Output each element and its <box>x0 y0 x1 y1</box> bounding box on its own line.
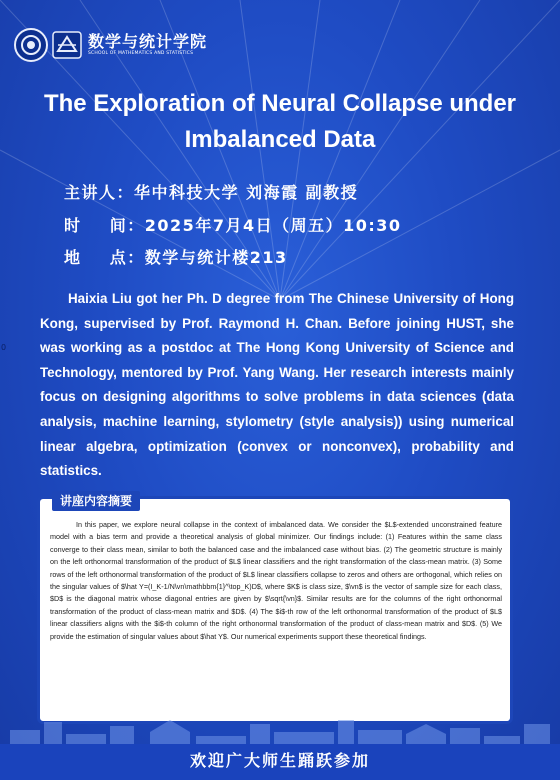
school-emblem-icon <box>52 31 82 59</box>
title-line-1: The Exploration of Neural Collapse under <box>43 90 517 117</box>
abstract-box <box>37 496 513 724</box>
time-info: 时 间：2025年7月4日（周五）10:30 <box>64 216 402 235</box>
speaker-info: 主讲人：华中科技大学 刘海霞 副教授 <box>64 183 359 202</box>
speaker-bio: Haixia Liu got her Ph. D degree from The Chinese University of Hong Kong, supervised by Prof. Raymond H. Chan. Before joining HUST, she was working as a postdoc at The Hong Kong University of Science and Technology, mentored by Prof. Yang Wang. Her research interests mainly focus on designing algorithms to solve problems in data sciences (data analysis, machine learning, stylometry (style analysis)) using numerical linear algebra, optimization (convex or nonconvex), probability and statistics. <box>40 291 514 479</box>
university-emblem-icon <box>14 28 48 62</box>
abstract-text: In this paper, we explore neural collapse in the context of imbalanced data. We consider the $L$-extended unconstrained feature model with a bias term and provide a theoretical analysis of global minimizer. Our findings include: (1) Features within the same class converge to their class mean, similar to both the balanced case and the imbalanced case without bias. (2) The geometric structure is mainly on the left orthonormal transformation of the product of $L$ linear classifiers and the right transformation of the class-mean matrix. (3) Some rows of the left orthonormal transformation of the product of $L$ linear classifiers collapse to zeros and others are orthogonal, which relies on the singular values of $\hat Y=(I_K-1/N\vn\mathbbm{1}^\top_K)D$, where $K$ is class size, $\vn$ is the vector of sample size for each class, $D$ is the diagonal matrix whose diagonal entries are given by $\sqrt{\vn}$. Similar results are for the columns of the right orthonormal transformation of the product of class-mean matrix and $D$. (4) The $i$-th row of the left orthonormal transformation of the product of $L$ linear classifiers aligns with the $i$-th column of the right orthonormal transformation of the product of class-mean matrix and $D$. (5) We provide the estimation of singular values about $\hat Y$. Our numerical experiments support these theoretical findings. <box>50 520 502 641</box>
school-name-en: SCHOOL OF MATHEMATICS AND STATISTICS <box>88 51 194 56</box>
school-name-cn: 数学与统计学院 <box>88 32 208 51</box>
place-info: 地 点：数学与统计楼213 <box>64 248 288 267</box>
school-logo <box>14 28 207 62</box>
side-marker: 0 <box>1 343 7 352</box>
title-line-2: Imbalanced Data <box>184 126 376 153</box>
footer-banner: 欢迎广大师生踊跃参加 <box>0 744 560 780</box>
lecture-title <box>10 86 550 158</box>
abstract-heading: 讲座内容摘要 <box>52 491 140 511</box>
